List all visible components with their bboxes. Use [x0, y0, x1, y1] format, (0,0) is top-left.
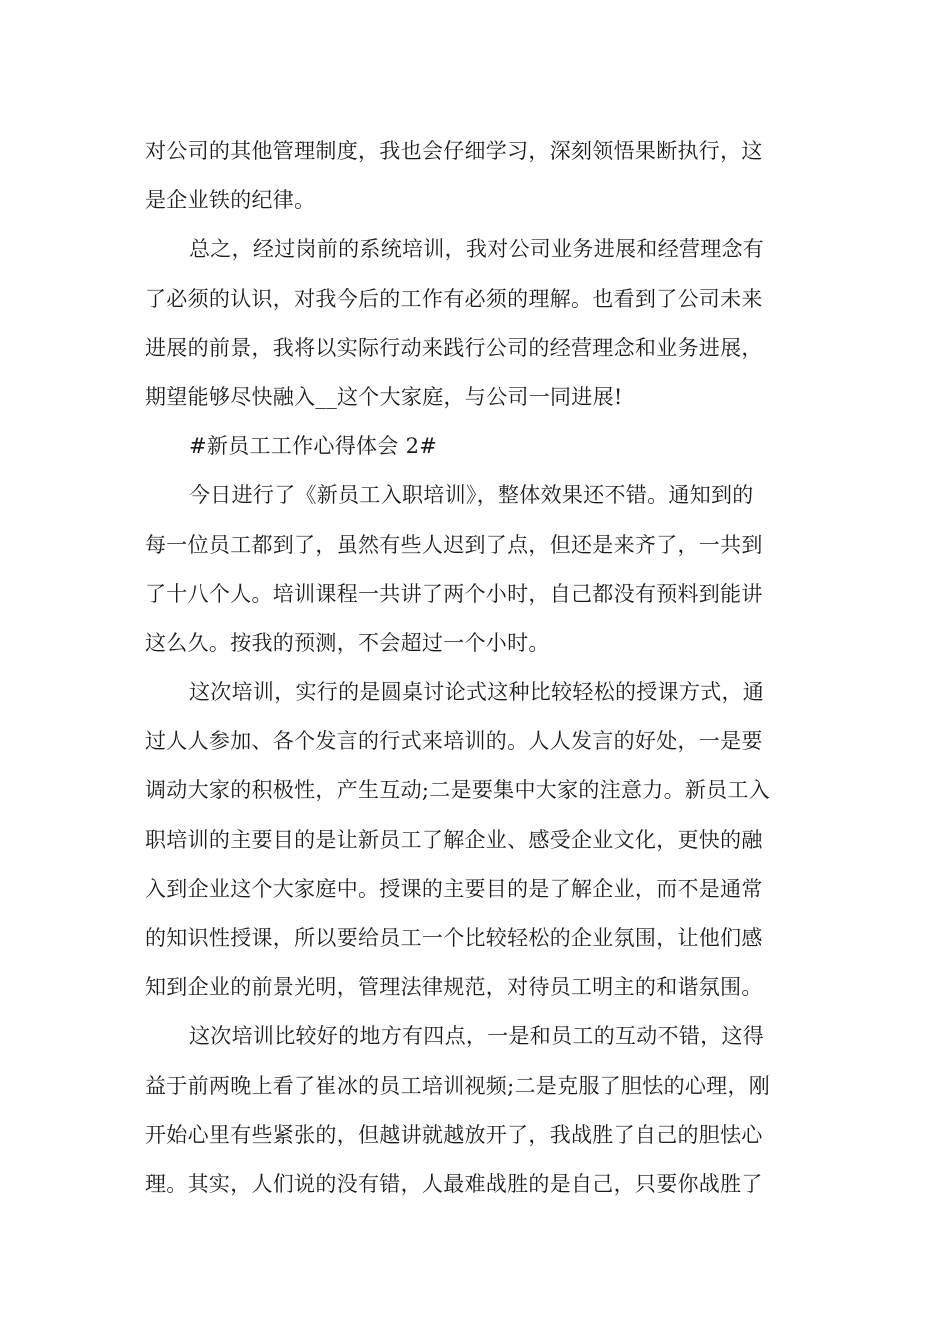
text-line: 益于前两晚上看了崔冰的员工培训视频;二是克服了胆怯的心理，刚: [145, 1073, 771, 1098]
text-line: 调动大家的积极性，产生互动;二是要集中大家的注意力。新员工入: [145, 778, 771, 803]
text-line: 总之，经过岗前的系统培训，我对公司业务进展和经营理念有: [189, 237, 765, 262]
text-line: 每一位员工都到了，虽然有些人迟到了点，但还是来齐了，一共到: [145, 532, 763, 557]
text-line: 理。其实，人们说的没有错，人最难战胜的是自己，只要你战胜了: [145, 1171, 763, 1196]
text-line: 这次培训，实行的是圆桌讨论式这种比较轻松的授课方式，通: [189, 680, 765, 705]
document-body: [145, 127, 810, 1209]
text-line: 入到企业这个大家庭中。授课的主要目的是了解企业，而不是通常: [145, 876, 763, 901]
text-line: 期望能够尽快融入__这个大家庭，与公司一同进展!: [145, 384, 623, 409]
text-line: 对公司的其他管理制度，我也会仔细学习，深刻领悟果断执行，这: [145, 139, 763, 163]
text-line: 了十八个人。培训课程一共讲了两个小时，自己都没有预料到能讲: [145, 581, 763, 606]
text-line: 今日进行了《新员工入职培训》，整体效果还不错。通知到的: [189, 483, 754, 508]
text-line: 的知识性授课，所以要给员工一个比较轻松的企业氛围，让他们感: [145, 926, 763, 950]
text-line: 开始心里有些紧张的，但越讲就越放开了，我战胜了自己的胆怯心: [145, 1122, 763, 1147]
text-line: 这次培训比较好的地方有四点，一是和员工的互动不错，这得: [189, 1024, 765, 1049]
section-heading: #新员工工作心得体会 2#: [189, 434, 438, 459]
text-line: 过人人参加、各个发言的行式来培训的。人人发言的好处，一是要: [145, 729, 763, 754]
text-line: 是企业铁的纪律。: [145, 188, 316, 213]
text-line: 职培训的主要目的是让新员工了解企业、感受企业文化，更快的融: [145, 827, 763, 852]
text-line: 这么久。按我的预测，不会超过一个小时。: [145, 630, 550, 655]
text-line: 了必须的认识，对我今后的工作有必须的理解。也看到了公司未来: [145, 286, 763, 311]
text-line: 知到企业的前景光明，管理法律规范，对待员工明主的和谐氛围。: [145, 975, 763, 1000]
text-line: 进展的前景，我将以实际行动来践行公司的经营理念和业务进展，: [145, 335, 763, 360]
